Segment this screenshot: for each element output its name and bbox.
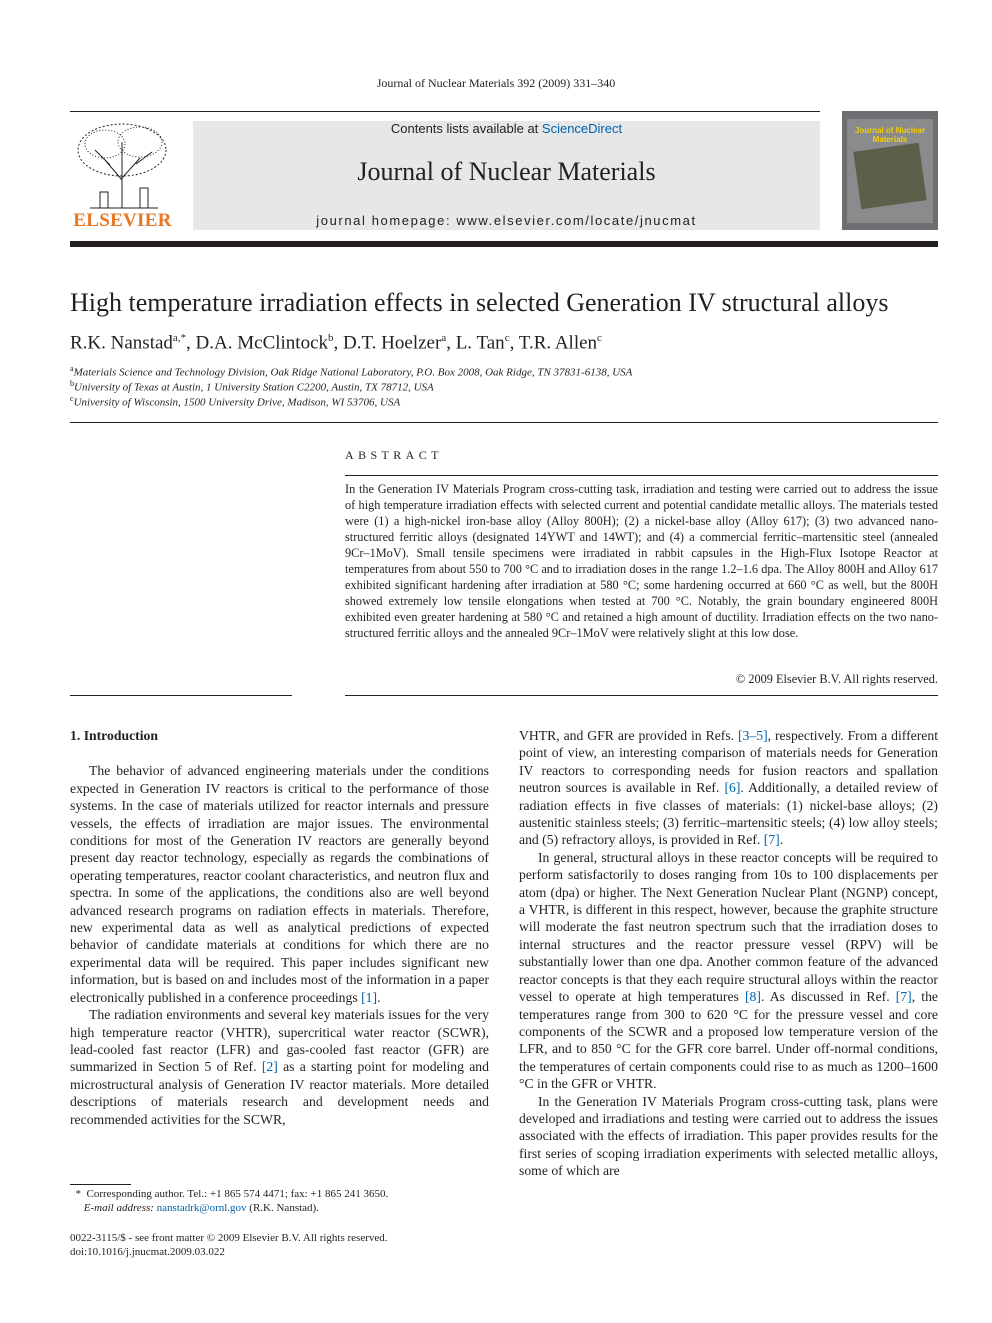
footnote-corresponding bbox=[70, 1187, 489, 1201]
affiliation-sup: b bbox=[70, 379, 74, 388]
cover-panel bbox=[847, 119, 933, 223]
divider bbox=[70, 422, 938, 423]
citation-link[interactable]: [1] bbox=[361, 989, 378, 1005]
paragraph-text: In the Generation IV Materials Program cross-cutting task, plans were developed and irradiations and testing were carried out to address the issues associated with the effects of irradiation. This paper provides results for the first series of scoping irradiation experiments with selected metallic alloys, some of which are bbox=[519, 1093, 938, 1179]
citation-link[interactable]: [7] bbox=[895, 989, 912, 1005]
paragraph-text: . Additionally, a detailed review of radiation effects in five classes of materials: (1) nickel-base alloys; (2) austenitic stainless steels; (3) ferritic–martensitic steels; (4) low alloy steels; and (5) refractory alloys, is provided in Ref. bbox=[519, 780, 939, 848]
corresponding-text: Corresponding author. Tel.: +1 865 574 4471; fax: +1 865 241 3650. bbox=[86, 1188, 389, 1200]
abstract-copyright: © 2009 Elsevier B.V. All rights reserved. bbox=[735, 672, 938, 686]
article-title: High temperature irradiation effects in selected Generation IV structural alloys bbox=[70, 288, 889, 317]
citation-link[interactable]: [8] bbox=[745, 989, 761, 1005]
footnote-mark: * bbox=[75, 1188, 81, 1200]
elsevier-wordmark: ELSEVIER bbox=[73, 210, 172, 231]
header-thick-rule bbox=[70, 241, 938, 247]
email-owner: (R.K. Nanstad). bbox=[249, 1202, 319, 1214]
citation-link[interactable]: [7] bbox=[763, 832, 780, 848]
author-sup: a bbox=[441, 332, 447, 344]
body-column-left bbox=[70, 727, 489, 1128]
citation-link[interactable]: [3–5] bbox=[738, 728, 768, 743]
divider bbox=[345, 695, 938, 696]
abstract-text: In the Generation IV Materials Program cross-cutting task, irradiation and testing were carried out to address the issue of high temperature irradiation effects with selected current and potential candidate metallic alloys. The materials tested were (1) a high-nickel iron-base alloy (Alloy 800H); (2) a nickel-base alloy (Alloy 617); (3) two advanced nano-structured ferritic alloys (designated 14YWT and 14WT); and (4) a commercial ferritic–martensitic steel (annealed 9Cr–1MoV). Small tensile specimens were irradiated in rabbit capsules in the High-Flux Isotope Reactor at temperatures from about 550 to 700 °C and to irradiation doses in the range 1.2–1.6 dpa. The Alloy 800H and Alloy 617 exhibited significant hardening after irradiation at 580 °C; some hardening occurred at 660 °C as well, but the 800H showed extremely low tensile elongations when tested at 700 °C. Notably, the grain boundary engineered 800H exhibited even greater hardening at 580 °C and retained a high amount of ductility. Irradiation effects on the two nano-structured ferritic alloys and the annealed 9Cr–1MoV were relatively slight at this low dose. bbox=[345, 482, 938, 640]
divider bbox=[70, 695, 292, 696]
elsevier-logo[interactable] bbox=[70, 120, 175, 232]
paragraph bbox=[519, 849, 938, 1093]
affiliation bbox=[70, 379, 950, 394]
section-heading: 1. Introduction bbox=[70, 728, 158, 743]
paragraph-text: . bbox=[377, 989, 381, 1005]
paragraph-text: . As discussed in Ref. bbox=[760, 989, 896, 1005]
affiliation-text: Materials Science and Technology Division, Oak Ridge National Laboratory, P.O. Box 2008, Oak Ridge, TN 37831-6138, USA bbox=[73, 366, 633, 379]
body-column-right bbox=[519, 727, 938, 1180]
doi-line[interactable]: doi:10.1016/j.jnucmat.2009.03.022 bbox=[70, 1246, 225, 1258]
paragraph bbox=[519, 1093, 938, 1180]
paragraph-text: In general, structural alloys in these reactor concepts will be required to perform satisfactorily to doses ranging from 10s to 100 displacements per atom (dpa) or higher. The Next Generation Nuclear Plant (NGNP) concept, a VHTR, is different in this respect, however, because the graphite structure will moderate the fast neutron spectrum such that the irradiation doses to internal structures and the reactor pressure vessel (RPV) will be substantially lower than one dpa. Another common feature of the advanced reactor concepts is that they each require structural alloys within the reactor vessel to operate at high temperatures bbox=[519, 849, 938, 1005]
journal-cover[interactable] bbox=[842, 111, 938, 230]
footnote bbox=[70, 1187, 489, 1215]
author-sup: c bbox=[597, 332, 602, 344]
paragraph bbox=[70, 762, 489, 1006]
affiliation bbox=[70, 364, 950, 379]
journal-homepage[interactable]: journal homepage: www.elsevier.com/locate/jnucmat bbox=[316, 213, 697, 228]
paragraph-text: The radiation environments and several key materials issues for the very high temperature reactor (VHTR), supercritical water reactor (SCWR), lead-cooled fast reactor (LFR) and gas-cooled fast reactor (GFR) are summarized in Section 5 of Ref. bbox=[70, 1007, 489, 1075]
author-list: R.K. Nanstad$^{a,*}$, D.A. McClintock$^b$, D.T. Hoelzer$^a$, L. Tan$^c$, T.R. Allen$^c$ bbox=[70, 332, 602, 354]
author-sup: a,* bbox=[172, 332, 187, 344]
issn-line: 0022-3115/$ - see front matter © 2009 Elsevier B.V. All rights reserved. bbox=[70, 1232, 388, 1244]
author[interactable]: D.T. Hoelzer bbox=[343, 332, 442, 354]
affiliation-sup: c bbox=[70, 394, 74, 403]
journal-reference: Journal of Nuclear Materials 392 (2009) 331–340 bbox=[376, 76, 616, 90]
email-label: E-mail address: bbox=[83, 1202, 154, 1214]
affiliation-text: University of Wisconsin, 1500 University Drive, Madison, WI 53706, USA bbox=[73, 396, 401, 409]
paragraph-text: . bbox=[779, 832, 784, 848]
footnote-rule bbox=[70, 1184, 131, 1185]
citation-link[interactable]: [2] bbox=[261, 1059, 278, 1075]
author[interactable]: D.A. McClintock bbox=[195, 332, 329, 354]
email-link[interactable]: nanstadrk@ornl.gov bbox=[156, 1202, 247, 1214]
cover-title: Journal of Nuclear Materials bbox=[854, 126, 926, 144]
header-rule bbox=[70, 111, 820, 112]
divider bbox=[345, 475, 938, 476]
paragraph bbox=[70, 1006, 489, 1128]
paragraph bbox=[519, 727, 938, 849]
footnote-email bbox=[70, 1201, 489, 1215]
author[interactable]: R.K. Nanstad bbox=[70, 332, 173, 354]
tree-icon bbox=[70, 120, 175, 212]
author-sup: b bbox=[328, 332, 334, 344]
journal-banner bbox=[193, 121, 820, 230]
affiliation-sup: a bbox=[70, 364, 74, 373]
paragraph-text: The behavior of advanced engineering materials under the conditions expected in Generation IV reactors is critical to the performance of those systems. In the case of materials utilized for reactor internals and pressure vessels, the effects of irradiation are major issues. The environmental conditions for most of the Generation IV reactors are generally beyond present day reactor technology, especially as regards the combinations of operating temperatures, reactor coolant characteristics, and neutron flux and spectra. In some of the applications, the conditions also are well beyond advanced research programs on radiation effects in materials. Therefore, new experimental data as well as analytical predictions of expected behavior of candidate materials at conditions for which there are no experimental data will be required. This paper includes significant new information, but is based on and includes most of the information in a paper electronically published in a conference proceedings bbox=[70, 763, 489, 1005]
paragraph-text: as a starting point for modeling and microstructural analysis of Generation IV reactor materials. More detailed descriptions of materials research and development needs and recommended activities for the SCWR, bbox=[70, 1059, 489, 1127]
paragraph-text: , respectively. From a different point of view, an interesting comparison of materials needs for Generation IV reactors to corresponding needs for fusion reactors and spallation neutron sources is available in Ref. bbox=[519, 728, 939, 796]
contents-prefix: Contents lists available at bbox=[390, 121, 542, 136]
contents-line bbox=[193, 121, 820, 136]
author[interactable]: T.R. Allen bbox=[518, 332, 598, 354]
citation-link[interactable]: [6] bbox=[724, 780, 741, 796]
journal-title: Journal of Nuclear Materials bbox=[357, 157, 656, 186]
abstract-heading: ABSTRACT bbox=[345, 448, 443, 462]
affiliation bbox=[70, 394, 950, 409]
author-sup: c bbox=[504, 332, 510, 344]
paragraph-text: , the temperatures range from 300 to 620 °C for the pressure vessel and core components of the SCWR and a proposed low temperature version of the LFR, and to 850 °C for the GFR core barrel. Under off-normal conditions, the temperatures of certain components could rise to as much as 1200–1600 °C in the GFR or VHTR. bbox=[519, 989, 938, 1092]
cover-image bbox=[853, 143, 926, 210]
author[interactable]: L. Tan bbox=[455, 332, 505, 354]
paragraph-text: VHTR, and GFR are provided in Refs. bbox=[519, 728, 738, 743]
front-matter bbox=[70, 1231, 489, 1259]
affiliation-text: University of Texas at Austin, 1 University Station C2200, Austin, TX 78712, USA bbox=[74, 381, 434, 394]
sciencedirect-link[interactable]: ScienceDirect bbox=[541, 121, 623, 136]
